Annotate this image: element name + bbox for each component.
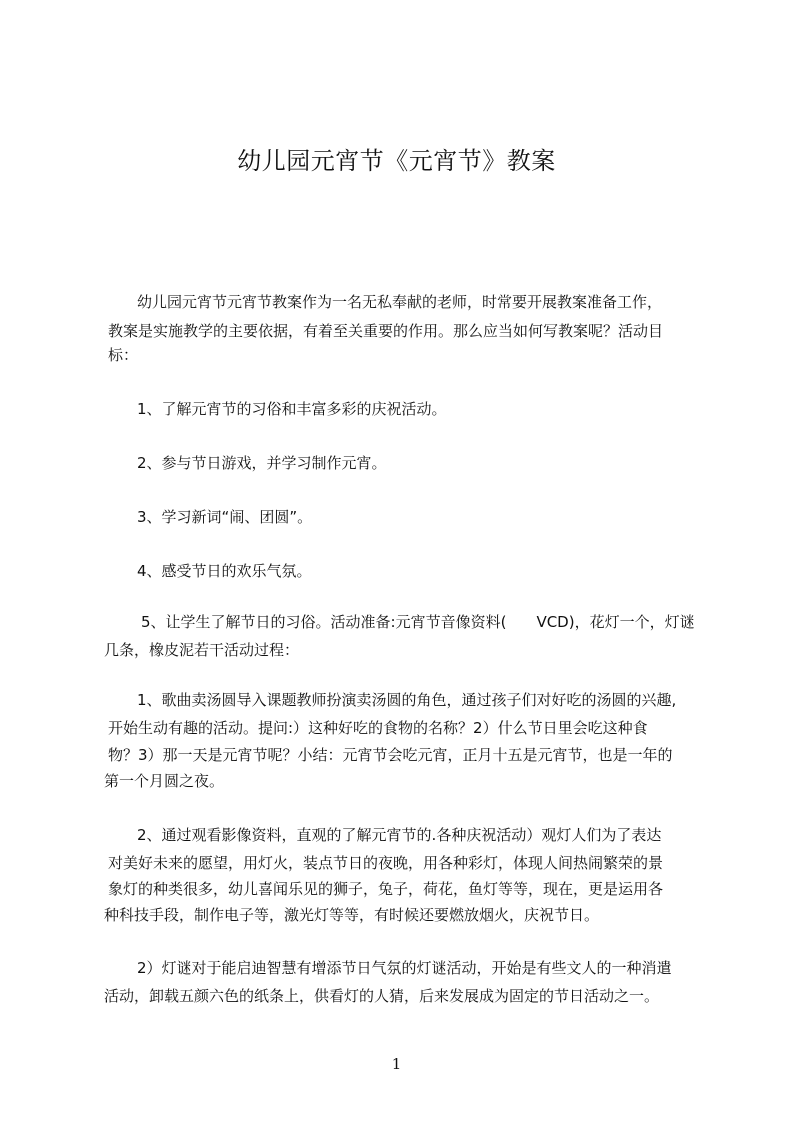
- paragraph-line: 标：: [108, 346, 139, 364]
- paragraph-line: 几条，橡皮泥若干活动过程：: [104, 641, 300, 659]
- list-item: 3、学习新词“闹、团圆”。: [137, 508, 313, 526]
- list-item: 1、了解元宵节的习俗和丰富多彩的庆祝活动。: [137, 400, 447, 418]
- paragraph-line: 幼儿园元宵节元宵节教案作为一名无私奉献的老师，时常要开展教案准备工作，: [137, 293, 663, 311]
- list-item: 2、参与节日游戏，并学习制作元宵。: [137, 454, 387, 472]
- list-item: 4、感受节日的欢乐气氛。: [137, 562, 312, 580]
- paragraph-line: 第一个月圆之夜。: [104, 772, 225, 790]
- paragraph-line: 对美好未来的愿望，用灯火，装点节日的夜晚，用各种彩灯，体现人间热闹繁荣的景: [108, 854, 664, 872]
- paragraph-line: 开始生动有趣的活动。提问:）这种好吃的食物的名称？2）什么节日里会吃这种食: [108, 719, 648, 737]
- paragraph-line: 象灯的种类很多，幼儿喜闻乐见的狮子，兔子，荷花，鱼灯等等，现在，更是运用各: [108, 880, 664, 898]
- document-title: 幼儿园元宵节《元宵节》教案: [237, 147, 556, 175]
- paragraph-line: 教案是实施教学的主要依据，有着至关重要的作用。那么应当如何写教案呢？活动目: [108, 322, 664, 340]
- paragraph-line: 种科技手段，制作电子等，激光灯等等，有时候还要燃放烟火，庆祝节日。: [104, 906, 600, 924]
- paragraph-line: 2）灯谜对于能启迪智慧有增添节日气氛的灯谜活动，开始是有些文人的一种消遣: [137, 959, 672, 977]
- paragraph-line: 1、歌曲卖汤圆导入课题教师扮演卖汤圆的角色，通过孩子们对好吃的汤圆的兴趣,: [137, 691, 677, 709]
- page-number: 1: [391, 1055, 402, 1073]
- paragraph-line: 活动，卸载五颜六色的纸条上，供看灯的人猜，后来发展成为固定的节日活动之一。: [104, 987, 660, 1005]
- paragraph-line: 2、通过观看影像资料，直观的了解元宵节的.各种庆祝活动）观灯人们为了表达: [137, 826, 662, 844]
- paragraph-line: 5、让学生了解节日的习俗。活动准备:元宵节音像资料( VCD)，花灯一个，灯谜: [141, 613, 695, 631]
- paragraph-line: 物？3）那一天是元宵节呢？小结：元宵节会吃元宵，正月十五是元宵节，也是一年的: [108, 746, 673, 764]
